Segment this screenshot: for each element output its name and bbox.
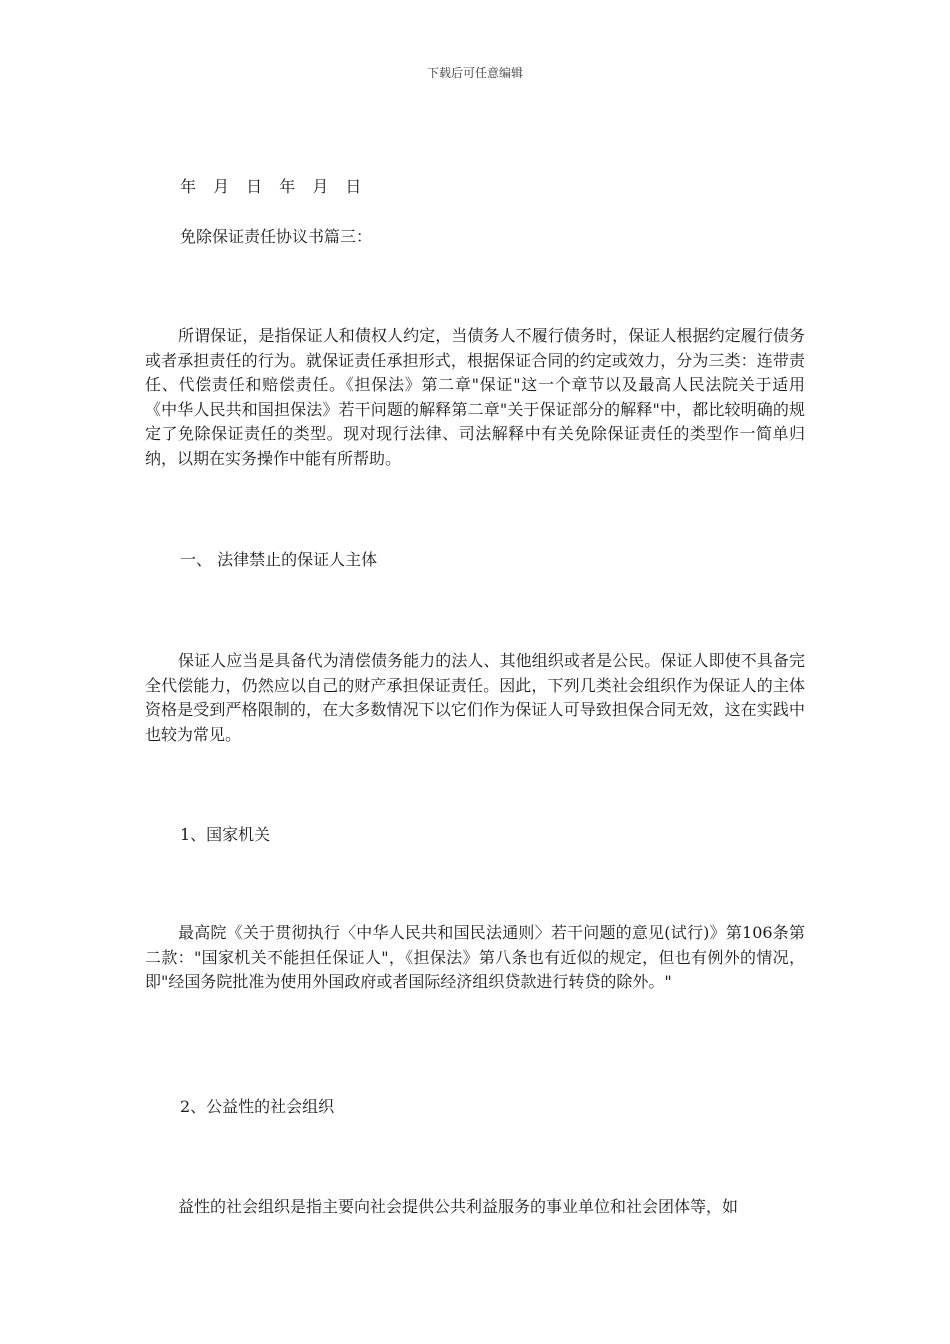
heading-prohibited-guarantors: 一、 法律禁止的保证人主体: [180, 550, 378, 569]
guarantor-subject-paragraph: 保证人应当是具备代为清偿债务能力的法人、其他组织或者是公民。保证人即使不具备完全代偿能力，仍然应以自己的财产承担保证责任。因此，下列几类社会组织作为保证人的主体资格是受到严格限制的，在大多数情况下以它们作为保证人可导致担保合同无效，这在实践中也较为常见。: [145, 651, 805, 744]
heading-public-welfare-orgs: 2、公益性的社会组织: [180, 1097, 335, 1116]
date-line: 年 月 日 年 月 日: [180, 177, 368, 196]
heading-state-organs: 1、国家机关: [180, 825, 271, 844]
page-header: 下载后可任意编辑: [426, 66, 523, 80]
intro-paragraph: 所谓保证，是指保证人和债权人约定，当债务人不履行债务时，保证人根据约定履行债务或者承担责任的行为。就保证责任承担形式，根据保证合同的约定或效力，分为三类：连带责任、代偿责任和赔偿责任。《担保法》第二章"保证"这一个章节以及最高人民法院关于适用《中华人民共和国担保法》若干问题的解释第二章"关于保证部分的解释"中，都比较明确的规定了免除保证责任的类型。现对现行法律、司法解释中有关免除保证责任的类型作一简单归纳，以期在实务操作中能有所帮助。: [145, 326, 805, 468]
state-organs-paragraph: 最高院《关于贯彻执行〈中华人民共和国民法通则〉若干问题的意见(试行)》第106条第二款："国家机关不能担任保证人"，《担保法》第八条也有近似的规定，但也有例外的情况，即"经国务院批准为使用外国政府或者国际经济组织贷款进行转贷的除外。": [145, 923, 805, 991]
public-welfare-paragraph: 益性的社会组织是指主要向社会提供公共利益服务的事业单位和社会团体等，如: [178, 1197, 739, 1216]
section-title: 免除保证责任协议书篇三：: [180, 227, 373, 246]
